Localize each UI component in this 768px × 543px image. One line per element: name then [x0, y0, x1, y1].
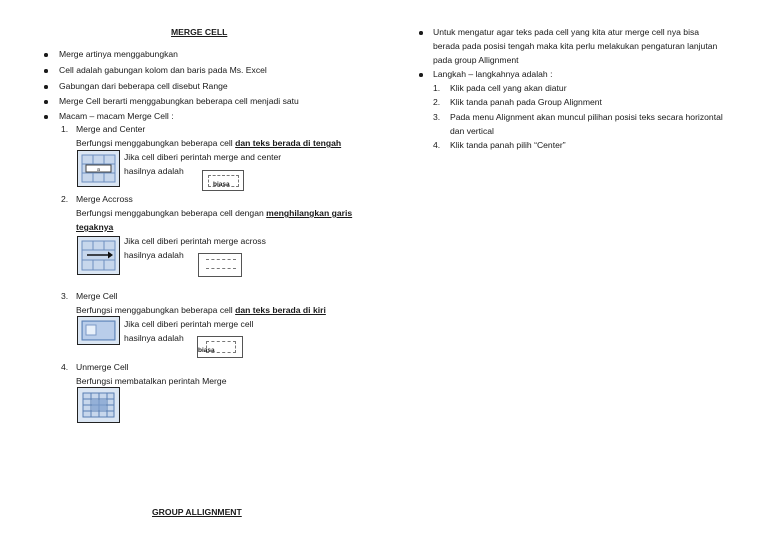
- unmerge-cells-icon: [77, 387, 120, 423]
- item-description: Berfungsi menggabungkan beberapa cell dan teks berada di kiri: [76, 305, 326, 315]
- step-number: 3.: [433, 112, 441, 122]
- bullet-text: Untuk mengatur agar teks pada cell yang kita atur merge cell nya bisa: [433, 27, 700, 37]
- item-description: Berfungsi membatalkan perintah Merge: [76, 376, 227, 386]
- item-number: 4.: [61, 362, 69, 372]
- bullet-dot: [44, 100, 48, 104]
- bullet-dot: [44, 53, 48, 57]
- item-number: 1.: [61, 124, 69, 134]
- bullet-dot: [44, 69, 48, 73]
- merge-cell-result-box: [197, 336, 243, 358]
- merge-across-result-box: [198, 253, 242, 277]
- merge-and-center-icon: [77, 150, 120, 187]
- item-name: Merge Accross: [76, 194, 133, 204]
- item-description-cont: tegaknya: [76, 222, 114, 232]
- bullet-text: Langkah – langkahnya adalah :: [433, 69, 553, 79]
- step-text: dan vertical: [450, 126, 494, 136]
- step-text: Pada menu Alignment akan muncul pilihan posisi teks secara horizontal: [450, 112, 723, 122]
- bullet-text: berada pada posisi tengah maka kita perlu melakukan pengaturan lanjutan: [433, 41, 718, 51]
- result-text: biasa: [198, 347, 215, 354]
- step-number: 4.: [433, 140, 441, 150]
- result-dash-top: [206, 259, 236, 260]
- item-line: hasilnya adalah: [124, 250, 184, 260]
- section-title: GROUP ALLIGNMENT: [152, 507, 242, 517]
- bullet-text: pada group Allignment: [433, 55, 519, 65]
- item-line: hasilnya adalah: [124, 166, 184, 176]
- bullet-text: Gabungan dari beberapa cell disebut Range: [59, 81, 228, 91]
- bullet-text: Cell adalah gabungan kolom dan baris pada Ms. Excel: [59, 65, 267, 75]
- item-name: Unmerge Cell: [76, 362, 129, 372]
- result-dash-bottom: [206, 268, 236, 269]
- bullet-dot: [419, 73, 423, 77]
- step-text: Klik tanda panah pilih “Center”: [450, 140, 566, 150]
- page-title: MERGE CELL: [171, 27, 228, 37]
- bullet-text: Merge artinya menggabungkan: [59, 49, 178, 59]
- bullet-dot: [419, 31, 423, 35]
- item-line: Jika cell diberi perintah merge and center: [124, 152, 282, 162]
- item-description: Berfungsi menggabungkan beberapa cell dengan menghilangkan garis: [76, 208, 353, 218]
- svg-text:a: a: [97, 167, 100, 173]
- result-text: biasa: [213, 181, 230, 188]
- item-line: hasilnya adalah: [124, 333, 184, 343]
- merge-cells-icon: [77, 316, 120, 345]
- item-name: Merge Cell: [76, 291, 118, 301]
- step-number: 2.: [433, 97, 441, 107]
- step-number: 1.: [433, 83, 441, 93]
- item-number: 2.: [61, 194, 69, 204]
- merge-result-box: [202, 170, 244, 191]
- bullet-text: Merge Cell berarti menggabungkan beberapa cell menjadi satu: [59, 96, 299, 106]
- bullet-dot: [44, 115, 48, 119]
- item-description: Berfungsi menggabungkan beberapa cell dan teks berada di tengah: [76, 138, 342, 148]
- item-line: Jika cell diberi perintah merge cell: [124, 319, 254, 329]
- merge-across-icon: [77, 236, 120, 275]
- item-name: Merge and Center: [76, 124, 146, 134]
- item-line: Jika cell diberi perintah merge across: [124, 236, 266, 246]
- bullet-text: Macam – macam Merge Cell :: [59, 111, 174, 121]
- item-number: 3.: [61, 291, 69, 301]
- step-text: Klik tanda panah pada Group Alignment: [450, 97, 602, 107]
- bullet-dot: [44, 85, 48, 89]
- step-text: Klik pada cell yang akan diatur: [450, 83, 567, 93]
